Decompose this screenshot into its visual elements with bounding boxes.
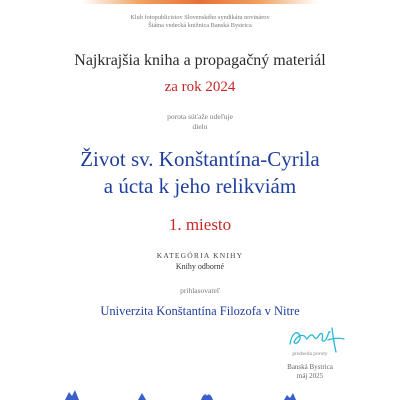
submitter-label: prihlasovateľ bbox=[180, 286, 220, 295]
organizer-line-1: Klub fotopublicistov Slovenského syndikátu novinárov bbox=[130, 14, 270, 21]
work-title-line-1: Život sv. Konštantína-Cyrila bbox=[80, 147, 320, 171]
partner-logos bbox=[0, 388, 400, 400]
signature-role: predseda poroty bbox=[292, 351, 328, 357]
work-label: dielu bbox=[192, 122, 208, 131]
category-label: KATEGÓRIA KNIHY bbox=[156, 251, 244, 260]
partner-logo-1-icon bbox=[64, 388, 80, 400]
placement: 1. miesto bbox=[168, 215, 232, 234]
signature-date: máj 2025 bbox=[296, 372, 324, 380]
signature-place: Banská Bystrica bbox=[287, 363, 333, 371]
partner-logo-3-icon bbox=[200, 388, 214, 400]
work-title-line-2: a úcta k jeho relikviám bbox=[103, 174, 297, 198]
award-year: za rok 2024 bbox=[164, 79, 236, 95]
top-decorative-bar bbox=[82, 0, 318, 4]
submitter-name: Univerzita Konštantína Filozofa v Nitre bbox=[100, 304, 300, 318]
organizer-line-2: Štátna vedecká knižnica Banská Bystrica bbox=[148, 22, 252, 29]
award-title: Najkrajšia kniha a propagačný materiál bbox=[74, 52, 326, 69]
jury-line: porota súťaže udeľuje bbox=[167, 112, 233, 121]
category-value: Knihy odborné bbox=[175, 262, 225, 271]
partner-logo-2-icon bbox=[136, 388, 148, 400]
partner-logo-4-icon bbox=[283, 388, 297, 400]
